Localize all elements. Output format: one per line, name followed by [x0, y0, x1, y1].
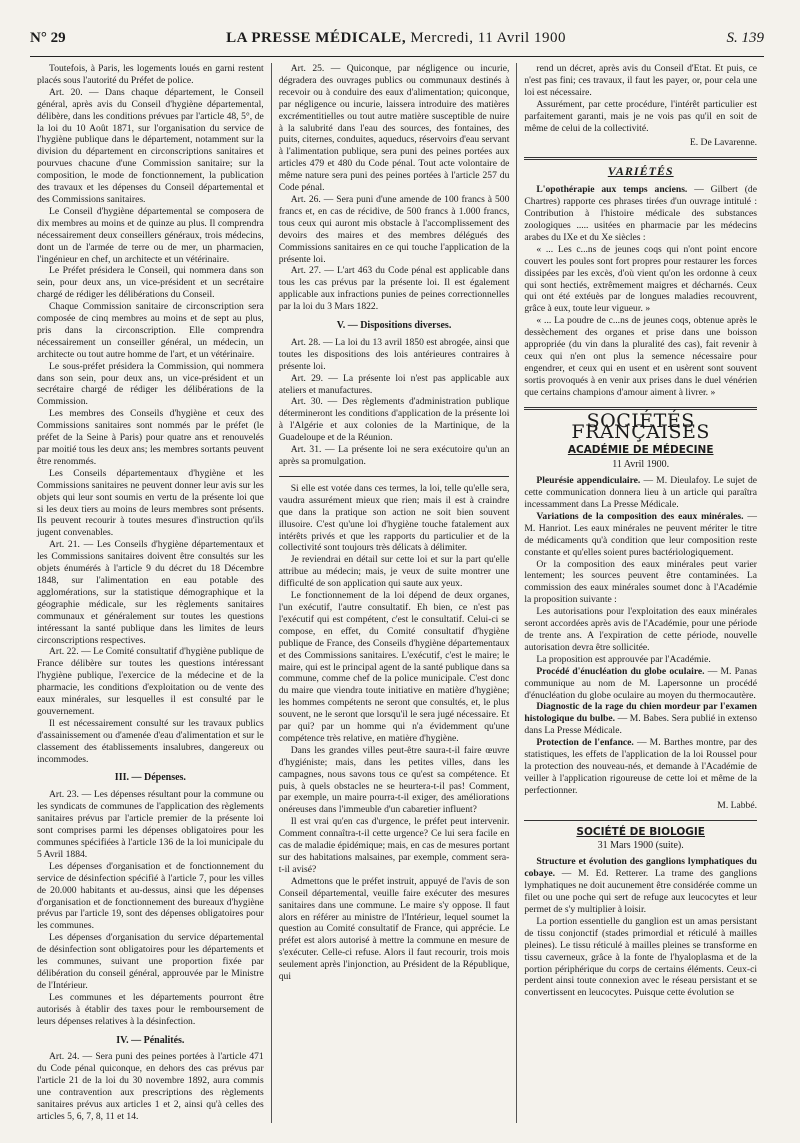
paragraph-text: — M. Barthes montre, par des statistiques, les effets de l'application de la loi Roussel pour la protection des nouveau-nés, et demande à l'Académie de veiller à l'application rigoureuse de cette loi et même de la perfectionner. — [524, 737, 757, 796]
paragraph: La portion essentielle du ganglion est un amas persistant de tissu conjonctif (stades primordial et réticulé à mailles pleines). Le tissu réticulé à mailles pleines se transforme en tissu caverneux, grâce à la fonte de l'hyaloplasma et de la portion périphérique du corps de certains éléments. Ceux-ci perdent ainsi toute connexion avec le réseau persistant et se convertissent en leucocytes. Puisque cette évolution se — [524, 915, 757, 999]
paragraph: Les Conseils départementaux d'hygiène et les Commissions sanitaires ne peuvent donner leur avis sur les objets qui leur sont soumis en vertu de la présente loi que si les deux tiers au moins de leurs membres sont présents. Ils peuvent recourir à toutes mesures d'instruction qu'ils jugent convenables. — [37, 467, 264, 539]
masthead — [30, 30, 764, 57]
divider — [524, 820, 757, 821]
section-heading: V. — Dispositions diverses. — [336, 320, 452, 332]
communication-title: Structure et évolution des ganglions lymphatiques du cobaye. — [524, 856, 757, 880]
paragraph: Art. 25. — Quiconque, par négligence ou incurie, dégradera des ouvrages publics ou communaux destinés à recevoir ou à conduire des eaux d'alimentation; quiconque, par négligence ou incurie, laissera introduire des matières excrémentitielles ou tout autre matière susceptible de nuire à la salubrité dans l'eau des sources, des fontaines, des puits, citernes, conduites, aqueducs, réservoirs d'eau servant à l'alimentation publique, sera puni des peines portées aux articles 479 et 480 du Code pénal. Tout acte volontaire de même nature sera puni des peines portées à l'article 257 du Code pénal. — [278, 63, 510, 194]
societes-heading: SOCIÉTÉS FRANÇAISES — [571, 409, 710, 444]
paragraph — [524, 511, 757, 559]
paragraph: Les dépenses d'organisation du service départemental de désinfection sont obligatoires pour les départements et les communes, suivant une proportion fixée par délibération du conseil général, approuvée par le Ministre de l'Intérieur. — [37, 932, 264, 991]
issue-number: N° 29 — [30, 30, 66, 46]
varietes-heading: VARIÉTÉS — [607, 164, 674, 179]
paragraph — [524, 475, 757, 511]
paragraph: Art. 28. — La loi du 13 avril 1850 est abrogée, ainsi que toutes les dispositions des lois antérieures contraires à présente loi. — [278, 336, 510, 372]
paragraph: rend un décret, après avis du Conseil d'Etat. Et puis, ce n'est pas fini; ces travaux, il faut les payer, or, pour cela une loi est nécessaire. — [524, 63, 757, 98]
paragraph: Art. 30. — Des règlements d'administration publique détermineront les conditions d'application de la présente loi à l'Algérie et aux colonies de la Martinique, de la Guadeloupe et de la Réunion. — [278, 396, 510, 444]
paragraph: La proposition est approuvée par l'Académie. — [536, 653, 711, 665]
paragraph: Chaque Commission sanitaire de circonscription sera composée de cinq membres au moins et de sept au plus, pris dans la circonscription. Elle comprendra nécessairement un conseiller général, un médecin, un architecte ou tout autre homme de l'art, et un vétérinaire. — [37, 301, 264, 360]
journal-name: LA PRESSE MÉDICALE, — [226, 30, 407, 46]
paragraph: Art. 24. — Sera puni des peines portées à l'article 471 du Code pénal quiconque, en dehors des cas prévus par l'article 21 de la loi du 30 novembre 1892, aura commis une contravention aux prescriptions des règlements sanitaires prévus aux articles 1 et 2, ainsi qu'à celles des articles 5, 6, 7, 8, 11 et 14. — [37, 1051, 264, 1122]
communication-title: Protection de l'enfance. — [536, 737, 634, 749]
paragraph: Art. 20. — Dans chaque département, le Conseil général, après avis du Conseil d'hygiène départemental, délibère, dans les conditions prévues par l'article 48, 5°, de la loi du 10 Août 1871, sur l'organisation du service de l'hygiène publique dans le département, notamment sur la division du département en circonscriptions sanitaires et pourvues chacune d'une Commission sanitaire; sur la composition, le mode de fonctionnement, la publication des travaux et les dépenses du Conseil départemental et des Commissions sanitaires. — [37, 86, 264, 205]
paragraph: Art. 22. — Le Comité consultatif d'hygiène publique de France délibère sur toutes les questions intéressant l'hygiène publique, l'exercice de la médecine et de la pharmacie, les conditions d'exploitation ou de vente des eaux minérales, sur lesquelles il est consulté par le gouvernement. — [37, 646, 264, 717]
communication-title: Variations de la composition des eaux minérales. — [536, 510, 744, 522]
paragraph: Assurément, par cette procédure, l'intérêt particulier est parfaitement garanti, mais je ne vois pas qu'il en soit de même de celui de la collectivité. — [524, 98, 757, 134]
paragraph — [524, 701, 757, 737]
paragraph: Art. 29. — La présente loi n'est pas applicable aux ateliers et manufactures. — [278, 372, 510, 396]
paragraph-text: — M. Dieulafoy. Le sujet de cette communication donnera lieu à un article qui paraîtra incessamment dans La Presse Médicale. — [524, 475, 758, 510]
paragraph: Si elle est votée dans ces termes, la loi, telle qu'elle sera, vaudra assurément mieux que rien; mais il est à craindre que dans la pratique son action ne soit bien souvent illusoire. C'est qu'une loi d'hygiène touche fatalement aux intérêts privés et que les rapports du particulier et de la collectivité sont toujours très délicats à délimiter. — [278, 482, 510, 554]
paragraph: Je reviendrai en détail sur cette loi et sur la part qu'elle attribue au médecin; mais, je veux de suite montrer une difficulté de son application qui saute aux yeux. — [278, 554, 510, 590]
section-heading: III. — Dépenses. — [114, 772, 186, 784]
paragraph: Art. 27. — L'art 463 du Code pénal est applicable dans tous les cas prévus par la présente loi. Il est également applicable aux infractions punies de peines correctionnelles par la loi du 3 Mars 1822. — [278, 265, 510, 313]
paragraph: « ... La poudre de c...ns de jeunes coqs, obtenue après le dessèchement des organes et prise dans une boisson appropriée (du vin dans la pluralité des cas), fait revenir à ceux qui n'en ont plus la semence nécessaire pour engendrer, et ceux qui en usent et en usèrent sont souvent sortis provoqués à en venir aux prises dans le duel vénérien que certains champions d'amour aiment à livrer. » — [524, 315, 757, 398]
paragraph: Le Conseil d'hygiène départemental se composera de dix membres au moins et de quinze au plus. Il comprendra nécessairement deux conseillers généraux, trois médecins, dont un de l'armée de terre ou de mer, un pharmacien, l'ingénieur en chef, un architecte et un vétérinaire. — [37, 205, 264, 265]
paragraph: Art. 21. — Les Conseils d'hygiène départementaux et les Commissions sanitaires doivent être consultés sur les objets énumérés à l'article 9 du décret du 18 Décembre 1848, sur l'alimentation en eau potable des agglomérations, sur la statistique démographique et la géographie médicale, sur les règlements sanitaires communaux et généralement sur toutes les questions intéressant la santé publique dans les limites de leurs circonscriptions respectives. — [37, 539, 264, 646]
biologie-heading: SOCIÉTÉ DE BIOLOGIE — [576, 825, 705, 838]
paragraph-text: — M. Babes. Sera publié in extenso dans La Presse Médicale. — [524, 713, 757, 737]
divider — [524, 157, 757, 160]
paragraph-text: — M. Hanriot. Les eaux minérales ne peuvent mériter le titre de médicaments qu'à condition que leur composition reste constante et qu'elles soient pures bactériologiquement. — [524, 510, 757, 558]
paragraph: Il est vrai qu'en cas d'urgence, le préfet peut intervenir. Comment connaîtra-t-il cette urgence? Ce lui sera facile en cas de maladie épidémique; mais, en cas de mesures portant sur des habitations malsaines, par exemple, comment sera-t-il avisé? — [278, 816, 510, 875]
paragraph: Le Préfet présidera le Conseil, qui nommera dans son sein, pour deux ans, un vice-président et un secrétaire chargé de rédiger les délibérations du Conseil. — [37, 265, 264, 301]
paragraph — [524, 856, 757, 916]
author-signature: E. De Lavarenne. — [689, 137, 757, 149]
section-heading: IV. — Pénalités. — [116, 1034, 185, 1046]
communication-title: Diagnostic de la rage du chien mordeur par l'examen histologique du bulbe. — [524, 701, 757, 725]
communication-title: Procédé d'énucléation du globe oculaire. — [536, 665, 705, 677]
page-number: S. 139 — [726, 30, 764, 46]
session-date: 31 Mars 1900 (suite). — [597, 840, 684, 852]
paragraph: Admettons que le préfet instruit, appuyé de l'avis de son Conseil départemental, veuille faire exécuter des mesures sanitaires dans une commune. Le maire s'y oppose. Il faut alors en référer au ministre de l'Intérieur, lequel soumet la question au Comité consultatif de France, qui apprécie. Le préfet est alors autorisé à mettre la commune en mesure de s'exécuter. Celle-ci refuse. Alors il faut recourir, trois mois seulement après l'injonction, au Président de la République, qui — [278, 875, 510, 983]
paragraph: Les communes et les départements pourront être autorisés à établir des taxes pour le remboursement de leurs dépenses relatives à la désinfection. — [37, 991, 264, 1027]
journal-title — [226, 30, 566, 47]
paragraph: Le fonctionnement de la loi dépend de deux organes, l'un exécutif, l'autre consultatif. Eh bien, ce n'est pas l'exécutif qui est compétent, c'est le consultatif. Celui-ci se compose, en effet, du Comité consultatif d'hygiène publique de France, des Conseils d'hygiène départementaux et des Commissions sanitaires. L'exécutif, c'est le maire; le maire, qui est le principal agent de la santé publique dans sa commune, comme chef de la police municipale. C'est donc du maire que viendra toute initiative en matière d'hygiène; les hommes compétents ne seront que consultés, et, le plus souvent, ne le seront que lorsqu'il le sera jugé nécessaire. Et par qui? par un homme qui n'a évidemment qu'une compétence très relative, en matière d'hygiène. — [278, 590, 510, 744]
column-3 — [517, 63, 764, 1123]
paragraph: Le sous-préfet présidera la Commission, qui nommera dans son sein, pour deux ans, un vice-président et un secrétaire chargé de rédiger les délibérations de la Commission. — [37, 360, 264, 408]
paragraph: Art. 26. — Sera puni d'une amende de 100 francs à 500 francs et, en cas de récidive, de 500 francs à 1.000 francs, tous ceux qui auront mis obstacle à l'accomplissement des devoirs des maires et des membres délégués des Commissions sanitaires en ce qui touche l'application de la présente loi. — [278, 193, 510, 265]
issue-date: Mercredi, 11 Avril 1900 — [410, 30, 566, 46]
column-2 — [271, 63, 518, 1123]
session-date: 11 Avril 1900. — [612, 459, 670, 471]
paragraph: Or la composition des eaux minérales peut varier lentement; les sources peuvent être contaminées. La commission des eaux minérales soumet donc à l'Académie la proposition suivante : — [524, 558, 757, 606]
author-signature: M. Labbé. — [717, 799, 757, 811]
communication-title: Pleurésie appendiculaire. — [536, 475, 641, 487]
paragraph-text: — M. Panas communique au nom de M. Lapersonne un procédé d'énucléation du globe oculaire au moyen du thermocautère. — [524, 665, 757, 701]
paragraph — [524, 737, 757, 797]
paragraph-text: — M. Ed. Retterer. La trame des ganglions lymphatiques ne doit aucunement être considérée comme un filet ou une poche qui sert de refuge aux leucocytes et leur permet de s'y multiplier à loisir. — [524, 868, 757, 915]
column-1 — [30, 63, 271, 1123]
paragraph — [524, 184, 757, 244]
paragraph: Les dépenses d'organisation et de fonctionnement du service de désinfection spécifié à l'article 7, pour les villes de 20.000 habitants et au-dessus, ainsi que les dépenses d'organisation et de fonctionnement des bureaux d'hygiène prévus par l'article 19, sont des dépenses obligatoires pour les communes. — [37, 860, 264, 932]
paragraph: Les membres des Conseils d'hygiène et ceux des Commissions sanitaires sont nommés par le préfet (le préfet de la Seine à Paris) pour quatre ans et renouvelés par moitié tous les deux ans; les membres sortants peuvent être renommés. — [37, 408, 264, 467]
paragraph-text: — Gilbert (de Chartres) rapporte ces phrases tirées d'un ouvrage intitulé : Contribution à l'histoire médicale des substances zoologiques ..... usitées en pharmacie par les médecins arabes du IXe et du Xe siècles : — [524, 184, 757, 243]
paragraph — [524, 666, 757, 702]
academie-heading: ACADÉMIE DE MÉDECINE — [567, 444, 714, 457]
divider — [279, 476, 510, 477]
article-title: L'opothérapie aux temps anciens. — [536, 184, 688, 196]
paragraph: Les autorisations pour l'exploitation des eaux minérales seront accordées après avis de l'Académie, pour une période de trente ans. A l'expiration de cette période, nouvelle autorisation devra être sollicitée. — [524, 606, 757, 653]
columns — [30, 63, 764, 1123]
paragraph: Il est nécessairement consulté sur les travaux publics d'assainissement ou d'amenée d'eau d'alimentation et sur le classement des établissements insalubres, dangereux ou incommodes. — [37, 717, 264, 765]
paragraph: Art. 31. — La présente loi ne sera exécutoire qu'un an après sa promulgation. — [278, 444, 510, 467]
paragraph: Dans les grandes villes peut-être saura-t-il faire œuvre d'hygiéniste; mais, dans les petites villes, dans les campagnes, nous savons tous ce qu'est sa compétence. Et puis, à quels obstacles ne se heurtera-t-il pas! Comment, par exemple, un maire pourra-t-il exiger, des améliorations onéreuses dans l'immeuble d'un cabaretier influent? — [278, 744, 510, 816]
paragraph: Art. 23. — Les dépenses résultant pour la commune ou les syndicats de communes de l'application des règlements sanitaires prévus par l'article premier de la présente loi sont comprises parmi les dépenses obligatoires pour les communes spécifiées à l'article 136 de la loi municipale du 5 Avril 1884. — [37, 789, 264, 860]
paragraph: Toutefois, à Paris, les logements loués en garni restent placés sous l'autorité du Préfet de police. — [37, 63, 264, 86]
paragraph: « ... Les c...ns de jeunes coqs qui n'ont point encore couvert les poules sont fort propres pour restaurer les forces dissipées par les excès, d'où vient qu'on les ordonne à ceux qui sont hectiés, extrêmement maigres et décharnés. Ceux qui ont été extéuès par de longues maladies recouvrent, grâce à eux, toute leur vigueur. » — [524, 243, 757, 315]
